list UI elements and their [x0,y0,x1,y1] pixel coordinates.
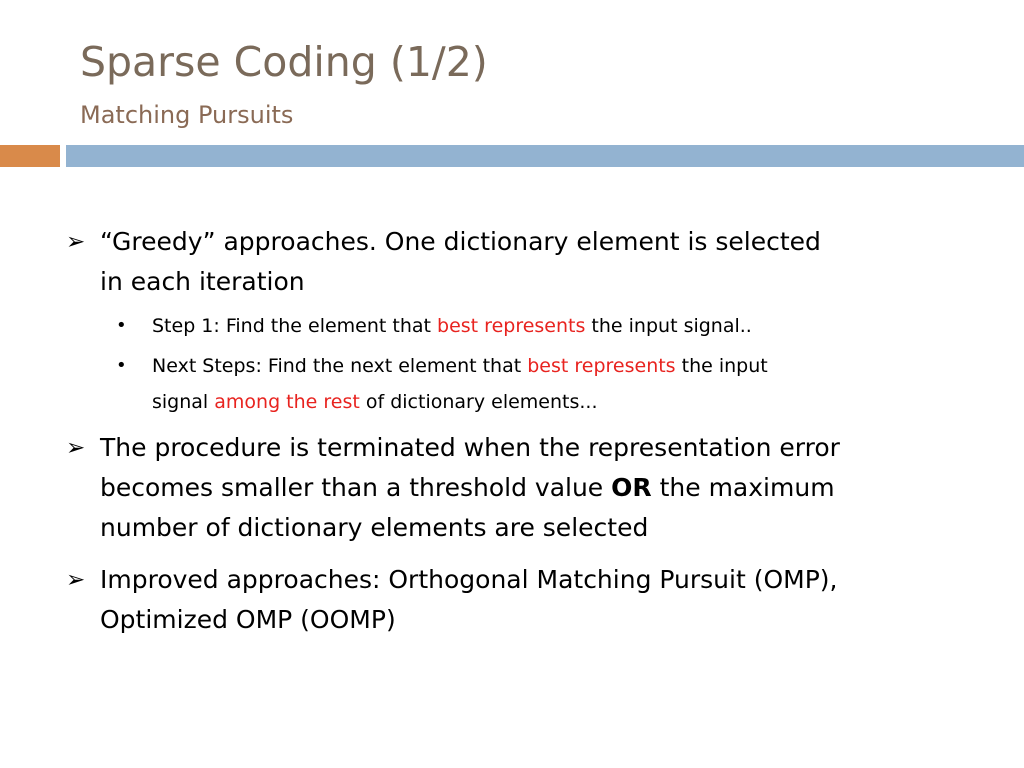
sub-bullet-2-highlight-1: best represents [527,355,676,377]
dot-bullet-icon: • [116,355,127,376]
sub-bullet-1-highlight: best represents [437,315,586,337]
arrow-bullet-icon: ➢ [66,435,86,461]
sub-bullet-2-text: Next Steps: Find the next element that [152,355,528,377]
bullet-2-line-2: becomes smaller than a threshold value [100,473,612,502]
bullet-3-line-2: Optimized OMP (OOMP) [100,605,396,634]
sub-bullet-1-text: Step 1: Find the element that [152,315,438,337]
sub-bullet-2-line-2: signal [152,391,215,413]
bullet-2-line-2-end: the maximum [651,473,835,502]
bullet-3-line-1: Improved approaches: Orthogonal Matching Pursuit (OMP), [100,565,838,594]
bullet-1-line-2: in each iteration [100,267,305,296]
bullet-2 [66,428,920,548]
sub-bullet-2-line-2-end: of dictionary elements... [359,391,598,413]
bullet-2-line-3: number of dictionary elements are selected [100,513,649,542]
sub-bullet-2-text-mid: the input [675,355,768,377]
sub-bullet-1-text-end: the input signal.. [585,315,752,337]
bullet-2-line-1: The procedure is terminated when the representation error [100,433,840,462]
arrow-bullet-icon: ➢ [66,229,86,255]
bullet-1 [66,222,920,302]
sub-bullet-2-highlight-2: among the rest [214,391,360,413]
dot-bullet-icon: • [116,315,127,336]
bullet-1-line-1: “Greedy” approaches. One dictionary element is selected [100,227,821,256]
sub-bullet-2 [116,348,912,420]
bullet-2-bold-or: OR [611,473,652,502]
slide-subtitle: Matching Pursuits [80,101,294,129]
sub-bullet-1 [116,308,912,344]
slide-title: Sparse Coding (1/2) [80,38,488,86]
bullet-3 [66,560,920,640]
arrow-bullet-icon: ➢ [66,567,86,593]
